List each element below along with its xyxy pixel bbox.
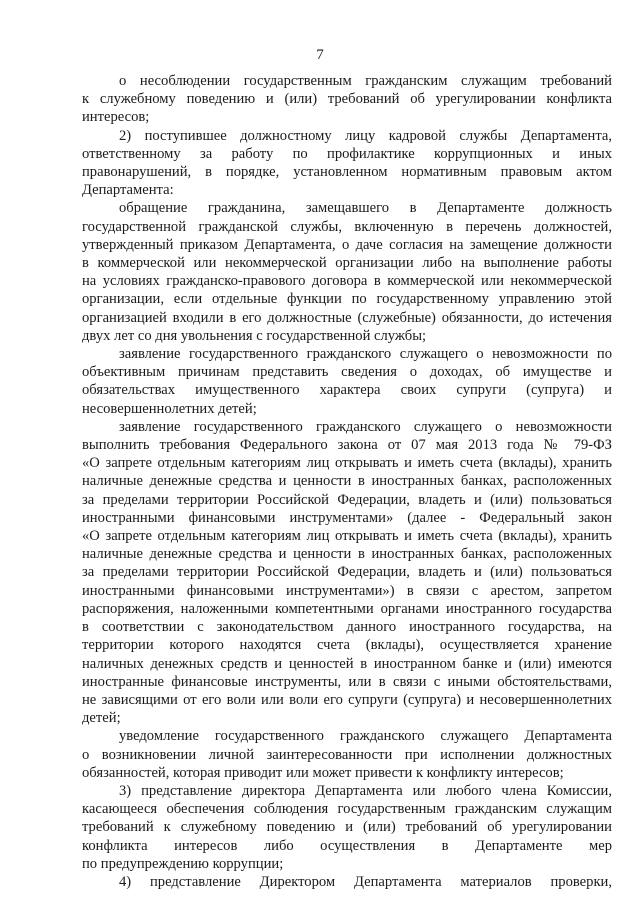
text-line: утвержденный приказом Департамента, о даче согласия на замещение должности: [82, 236, 612, 253]
text-line: иностранные финансовые инструменты, или в связи с иными обстоятельствами,: [82, 673, 612, 690]
text-line: интересов;: [82, 109, 150, 126]
text-line: территории которого находятся счета (вклады), осуществляется хранение: [82, 637, 612, 654]
text-line: требований к служебному поведению и (или) требований об урегулировании: [82, 819, 612, 836]
text-line: иностранными финансовыми инструментами») в связи с арестом, запретом: [82, 582, 612, 599]
text-line: организации, если отдельные функции по государственному управлению этой: [82, 291, 612, 308]
text-line: заявление государственного гражданского служащего о невозможности по: [119, 346, 612, 363]
text-line: наличных денежных средств и ценностей в иностранном банке и (или) имеются: [82, 655, 612, 672]
paragraph: [82, 782, 612, 873]
text-line: организацией входили в его должностные (служебные) обязанности, до истечения: [82, 309, 612, 326]
text-line: государственной гражданской службы, включенную в перечень должностей,: [82, 218, 612, 235]
text-line: распоряжения, наложенными компетентными органами иностранного государства: [82, 600, 612, 617]
text-line: касающееся обеспечения соблюдения государственным гражданским служащим: [82, 801, 612, 818]
paragraph: [82, 345, 612, 418]
text-line: 4) представление Директором Департамента материалов проверки,: [119, 873, 612, 890]
text-line: 3) представление директора Департамента или любого члена Комиссии,: [119, 782, 612, 799]
paragraph: [82, 873, 612, 891]
text-line: за пределами территории Российской Федерации, владеть и (или) пользоваться: [82, 564, 612, 581]
text-line: Департамента:: [82, 182, 174, 199]
text-line: иностранными финансовыми инструментами» (далее - Федеральный закон: [82, 509, 612, 526]
paragraph: [82, 727, 612, 782]
text-line: уведомление государственного гражданского служащего Департамента: [119, 728, 612, 745]
text-line: конфликта интересов либо осуществления в Департаменте мер: [82, 837, 612, 854]
text-line: за пределами территории Российской Федерации, владеть и (или) пользоваться: [82, 491, 612, 508]
text-line: наличные денежные средства и ценности в иностранных банках, расположенных: [82, 546, 612, 563]
text-line: обязательствах имущественного характера своих супруги (супруга) и: [82, 382, 612, 399]
text-line: «О запрете отдельным категориям лиц открывать и иметь счета (вклады), хранить: [82, 455, 612, 472]
paragraph: [82, 127, 612, 200]
text-line: обязанностей, которая приводит или может привести к конфликту интересов;: [82, 764, 564, 781]
paragraph: [82, 199, 612, 345]
text-line: на условиях гражданско-правового договора в коммерческой или некоммерческой: [82, 273, 612, 290]
text-line: двух лет со дня увольнения с государственной службы;: [82, 327, 427, 344]
page-number: 7: [316, 47, 324, 63]
text-line: не зависящими от его воли или воли его супруги (супруга) и несовершеннолетних: [82, 691, 612, 708]
text-line: обращение гражданина, замещавшего в Департаменте должность: [119, 200, 612, 217]
text-line: наличные денежные средства и ценности в иностранных банках, расположенных: [82, 473, 612, 490]
document-body: [82, 72, 612, 891]
text-line: детей;: [82, 710, 121, 727]
text-line: несовершеннолетних детей;: [82, 400, 257, 417]
text-line: 2) поступившее должностному лицу кадровой службы Департамента,: [119, 127, 612, 144]
text-line: «О запрете отдельным категориям лиц открывать и иметь счета (вклады), хранить: [82, 528, 612, 545]
text-line: в соответствии с законодательством данного иностранного государства, на: [82, 619, 612, 636]
text-line: о несоблюдении государственным гражданским служащим требований: [119, 73, 612, 89]
text-line: правонарушений, в порядке, установленном нормативным правовым актом: [82, 164, 612, 181]
text-line: объективным причинам представить сведения о доходах, об имуществе и: [82, 364, 612, 381]
text-line: в коммерческой или некоммерческой организации либо на выполнение работы: [82, 255, 612, 272]
text-line: ответственному за работу по профилактике коррупционных и иных: [82, 145, 612, 162]
paragraph: [82, 418, 612, 727]
paragraph: [82, 72, 612, 127]
text-line: выполнить требования Федерального закона от 07 мая 2013 года № 79-ФЗ: [82, 437, 612, 454]
text-line: по предупреждению коррупции;: [82, 855, 284, 872]
text-line: к служебному поведению и (или) требований об урегулировании конфликта: [82, 91, 612, 108]
text-line: о возникновении личной заинтересованности при исполнении должностных: [82, 746, 612, 763]
text-line: заявление государственного гражданского служащего о невозможности: [119, 418, 612, 435]
